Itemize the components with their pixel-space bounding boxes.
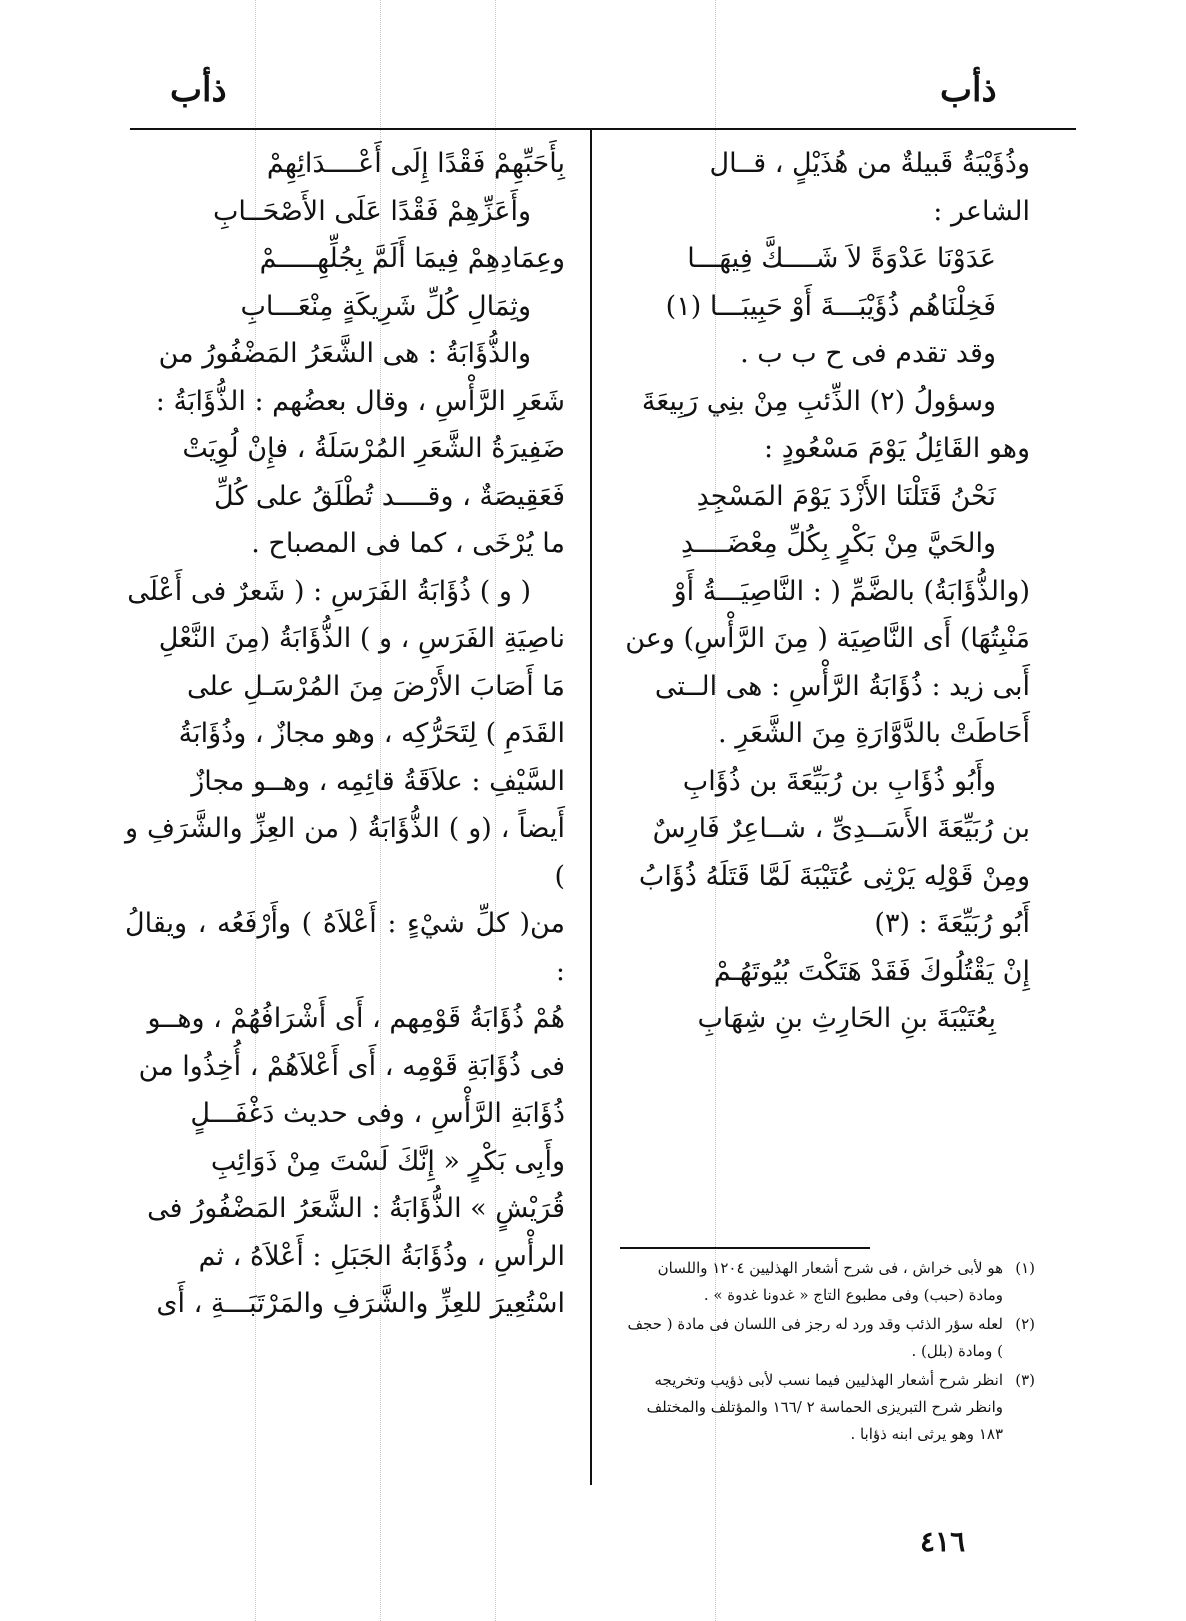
text-line: وهو القَائِلُ يَوْمَ مَسْعُودٍ : [764, 433, 1030, 464]
text-line: شَعَرِ الرَّأْسِ ، وقال بعضُهم : الذُّؤَابَةُ : [155, 385, 565, 417]
text-line: ضَفِيرَةُ الشَّعَرِ المُرْسَلَةُ ، فإِنْ لُوِيَتْ [182, 433, 565, 464]
text-line: ناصِيَةِ الفَرَسِ ، و ) الذُّؤَابَةُ (مِنَ النَّعْلِ [158, 623, 565, 654]
footnote-number: (١) [1015, 1259, 1035, 1277]
text-line: أَحَاطَتْ بالدَّوَّارَةِ مِنَ الشَّعَرِ . [718, 718, 1030, 749]
verse-line: وعِمَادِهِمْ فِيمَا أَلَمَّ بِجُلِّهِـــــمْ [259, 243, 565, 274]
text-line: (والذُّؤَابَةُ) بالضَّمِّ ( : النَّاصِيَـــةُ أَوْ [673, 575, 1030, 607]
header-word-right: ذأب [940, 70, 997, 110]
text-line: وسؤولُ (٢) الذِّئبِ مِنْ بنِي رَبِيعَةَ [641, 385, 996, 417]
text-line: أَيضاً ، (و ) الذُّؤَابَةُ ( من العِزِّ والشَّرَفِ و ) [125, 813, 565, 892]
text-line: ( و ) ذُؤَابَةُ الفَرَسِ : ( شَعرٌ فى أَعْلَى [127, 575, 531, 607]
text-line: وقد تقدم فى ح ب ب . [740, 338, 996, 369]
footnote [620, 1255, 1035, 1309]
text-line: ما يُرْخَى ، كما فى المصباح . [251, 528, 565, 559]
verse-line: نَحْنُ قَتَلْنَا الأَزْدَ يَوْمَ المَسْجِدِ [696, 480, 996, 512]
verse-line: بِعُتَيْبَةَ بنِ الحَارِثِ بنِ شِهَابِ [697, 1003, 996, 1034]
text-line: الرأْسِ ، وذُؤَابَةُ الجَبَلِ : أَعْلاَهُ ، ثم [198, 1240, 565, 1272]
right-column [610, 140, 1030, 1043]
text-line: بن رُبَيِّعَةَ الأَسَــدِىِّ ، شــاعِرٌ فَارِسٌ [652, 813, 1030, 844]
footnote-text: هو لأبى خراش ، فى شرح أشعار الهذليين ١٢٠٤ واللسان ومادة (حبب) وفى مطبوع التاج « غدونا غدوة » . [657, 1259, 1003, 1304]
left-column [125, 140, 565, 1328]
footnote [620, 1367, 1035, 1448]
verse-line: وثِمَالِ كُلِّ شَرِيكَةٍ مِنْعَـــابِ [240, 290, 531, 322]
text-line: فى ذُؤَابَةِ قَوْمِه ، أَى أَعْلاَهُمْ ، أُخِذُوا من [138, 1050, 565, 1082]
verse-line: وأَعَزِّهِمْ فَقْدًا عَلَى الأَصْحَــابِ [212, 195, 531, 227]
text-line: اسْتُعِيرَ للعِزِّ والشَّرَفِ والمَرْتَبَـــةِ ، أَى [156, 1288, 565, 1319]
text-line: أَبى زيد : ذُؤَابَةُ الرَّأْسِ : هى الــتى [654, 670, 1030, 702]
text-line: ومِنْ قَوْلِه يَرْثِى عُتَيْبَةَ لَمَّا قَتَلَهُ ذُؤَابُ [638, 860, 1030, 892]
header-rule [130, 128, 1076, 130]
text-line: الشاعر : [933, 195, 1030, 227]
footnote-text: انظر شرح أشعار الهذليين فيما نسب لأبى ذؤيب وتخريجه وانظر شرح التبريزى الحماسة ٢ /١٦٦ والمؤتلف والمختلف ١٨٣ وهو يرثى ابنه ذؤابا . [646, 1371, 1003, 1443]
text-line: أَبُو رُبَيِّعَةَ : (٣) [874, 908, 1030, 939]
text-line: وأَبِى بَكْرٍ « إِنَّكَ لَسْتَ مِنْ ذَوَائِبِ [210, 1145, 565, 1177]
text-line: من( كلِّ شيْءٍ : أَعْلاَهُ ) وأَرْفَعُه ، ويقالُ : [125, 908, 565, 987]
text-line: والذُّؤَابَةُ : هى الشَّعَرُ المَضْفُورُ من [158, 338, 531, 369]
text-line: قُرَيْشٍ » الذُّؤَابَةُ : الشَّعَرُ المَضْفُورُ فى [147, 1193, 565, 1224]
footnote-number: (٢) [1015, 1315, 1035, 1333]
verse-line: عَدَوْنَا عَدْوَةً لاَ شَــــكَّ فِيهَـــا [687, 243, 996, 274]
header-word-left: ذأب [170, 70, 227, 110]
verse-line: والحَيَّ مِنْ بَكْرٍ بِكُلِّ مِعْضَــــدِ [681, 528, 996, 559]
text-line: السَّيْفِ : علاَقَةُ قائِمِه ، وهــو مجازٌ [191, 765, 565, 797]
text-line: فَعَقِيصَةٌ ، وقــــد تُطْلَقُ على كُلِّ [214, 480, 565, 512]
footnote-rule [620, 1247, 870, 1249]
footnote-text: لعله سؤر الذئب وقد ورد له رجز فى اللسان فى مادة ( حجف ) ومادة (بلل) . [627, 1315, 1003, 1360]
text-line: وذُؤَيْبَةُ قَبيلةٌ من هُذَيْلٍ ، قــال [709, 148, 1030, 179]
footnote [620, 1311, 1035, 1365]
page-number: ٤١٦ [920, 1525, 966, 1558]
footnotes [620, 1255, 1035, 1450]
column-divider [590, 130, 592, 1485]
text-line: ذُؤَابَةِ الرَّأْسِ ، وفى حديث دَغْفَـــلٍ [190, 1098, 565, 1129]
text-line: هُمْ ذُؤَابَةُ قَوْمِهم ، أَى أَشْرَافُهُمْ ، وهــو [147, 1003, 565, 1034]
footnote-number: (٣) [1015, 1371, 1035, 1389]
verse-line: إِنْ يَقْتُلُوكَ فَقَدْ هَتَكْتَ بُيُوتَهُـمْ [713, 955, 1030, 987]
text-line: القَدَمِ ) لِتَحَرُّكِه ، وهو مجازٌ ، وذُؤَابَةُ [178, 718, 565, 749]
text-line: وأَبُو ذُؤَابِ بن رُبَيِّعَةَ بن ذُؤَابِ [682, 765, 996, 797]
text-line: مَا أَصَابَ الأَرْضَ مِنَ المُرْسَـلِ على [186, 670, 565, 702]
verse-line: فَخِلْنَاهُم ذُؤَيْبَـــةَ أَوْ حَبِيبَـــا (١) [665, 290, 996, 322]
verse-line: بِأَحَبِّهِمْ فَقْدًا إِلَى أَعْــــدَائِهِمْ [266, 148, 565, 179]
text-line: مَنْبِتُهَا) أَى النَّاصِيَة ( مِنَ الرَّأْسِ) وعن [625, 623, 1030, 654]
